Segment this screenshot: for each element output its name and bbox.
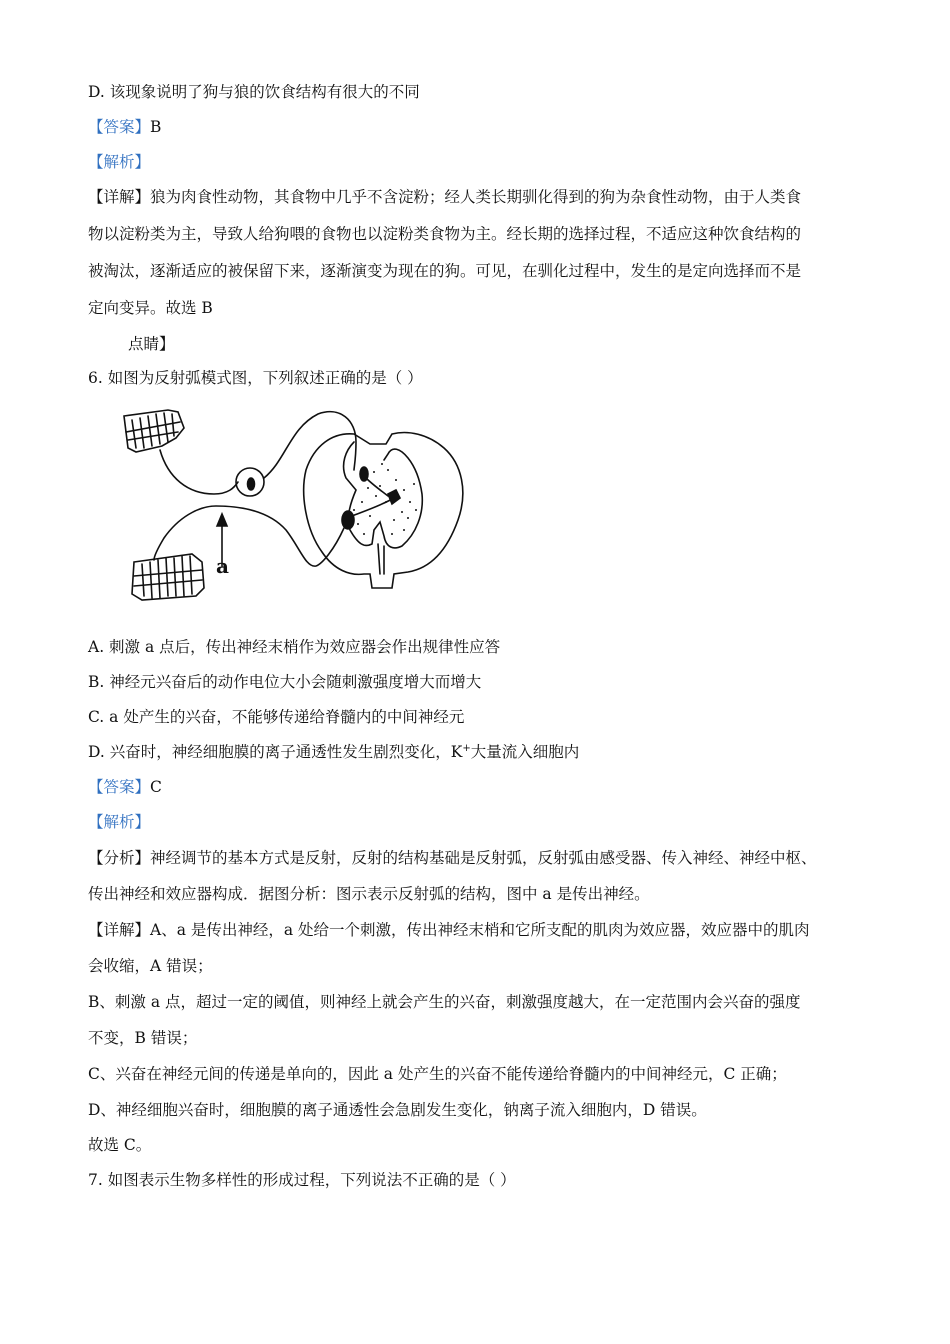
interneuron-icon <box>388 490 400 504</box>
q6-option-b: B. 神经元兴奋后的动作电位大小会随刺激强度增大而增大 <box>88 673 482 691</box>
q6-detail-line-5: C、兴奋在神经元间的传递是单向的，因此 a 处产生的兴奋不能传递给脊髓内的中间神经元，C 正确； <box>88 1065 787 1083</box>
dianjing-label: 点睛】 <box>128 335 175 353</box>
ganglion-icon <box>236 468 264 496</box>
detail-line-2: 物以淀粉类为主，导致人给狗喂的食物也以淀粉类食物为主。经长期的选择过程，不适应这种饮食结构的 <box>88 225 802 243</box>
q6-detail-line-4: 不变，B 错误； <box>88 1029 198 1047</box>
q7-stem: 7. 如图表示生物多样性的形成过程，下列说法不正确的是（ ） <box>88 1171 516 1189</box>
fenxi-line-2: 传出神经和效应器构成．据图分析：图示表示反射弧的结构，图中 a 是传出神经。 <box>88 885 650 903</box>
answer-value: B <box>150 118 162 136</box>
detail-label: 【详解】 <box>88 921 151 939</box>
detail-line-3: 被淘汰，逐渐适应的被保留下来，逐渐演变为现在的狗。可见，在驯化过程中，发生的是定向选择而不是 <box>88 262 802 280</box>
reflex-arc-figure <box>118 398 478 608</box>
answer-label: 【答案】 <box>88 118 151 136</box>
motor-neuron-icon <box>342 511 354 529</box>
q6-detail-line-1: 【详解】A、a 是传出神经，a 处给一个刺激，传出神经末梢和它所支配的肌肉为效应器，效应器中的肌肉 <box>88 921 810 939</box>
fenxi-line-1: 【分析】神经调节的基本方式是反射，反射的结构基础是反射弧，反射弧由感受器、传入神经、神经中枢、 <box>88 849 817 867</box>
figure-label-a: a <box>216 554 229 578</box>
q6-detail-line-3: B、刺激 a 点，超过一定的阈值，则神经上就会产生的兴奋，刺激强度越大，在一定范围内会兴奋的强度 <box>88 993 801 1011</box>
analysis-label: 【解析】 <box>88 153 151 171</box>
q6-option-a: A. 刺激 a 点后，传出神经末梢作为效应器会作出规律性应答 <box>88 638 501 656</box>
detail-line-1: 【详解】狼为肉食性动物，其食物中几乎不含淀粉；经人类长期驯化得到的狗为杂食性动物，由于人类食 <box>88 188 802 206</box>
q6-option-d: D. 兴奋时，神经细胞膜的离子通透性发生剧烈变化，K+大量流入细胞内 <box>88 742 580 761</box>
q6-stem: 6. 如图为反射弧模式图，下列叙述正确的是（ ） <box>88 369 423 387</box>
spinal-cord-icon <box>304 433 463 588</box>
q6-detail-line-2: 会收缩，A 错误； <box>88 957 213 975</box>
q6-answer-row <box>88 777 162 797</box>
receptor-muscle-icon <box>124 410 184 452</box>
q6-analysis-label: 【解析】 <box>88 813 151 831</box>
option-d-prev: D. 该现象说明了狗与狼的饮食结构有很大的不同 <box>88 83 420 101</box>
q6-detail-line-6: D、神经细胞兴奋时，细胞膜的离子通透性会急剧发生变化，钠离子流入细胞内，D 错误。 <box>88 1101 707 1119</box>
detail-label: 【详解】 <box>88 188 151 206</box>
q6-option-c: C. a 处产生的兴奋，不能够传递给脊髓内的中间神经元 <box>88 708 465 726</box>
answer-row-prev <box>88 117 161 137</box>
answer-label: 【答案】 <box>88 778 151 796</box>
effector-muscle-icon <box>132 554 204 600</box>
detail-line-4: 定向变异。故选 B <box>88 299 213 317</box>
fenxi-label: 【分析】 <box>88 849 151 867</box>
answer-value: C <box>150 778 162 796</box>
q6-conclusion: 故选 C。 <box>88 1136 152 1154</box>
